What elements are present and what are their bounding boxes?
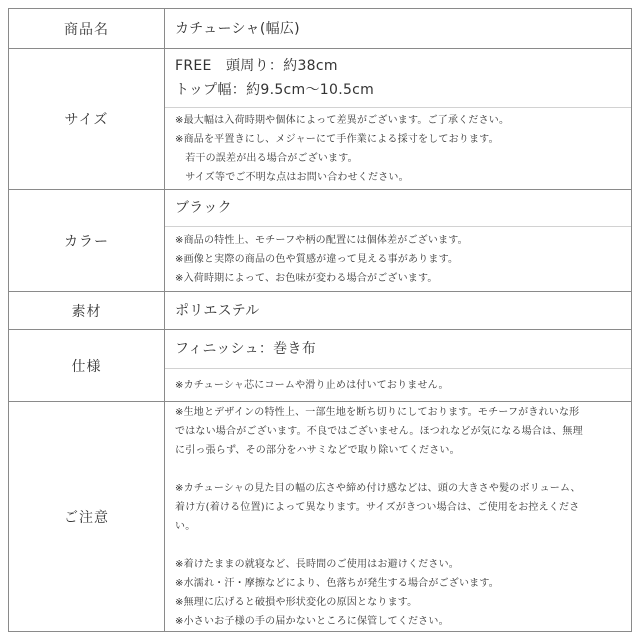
- size-note: 若干の誤差が出る場合がございます。: [175, 152, 358, 164]
- caution-note: ※水濡れ・汗・摩擦などにより、色落ちが発生する場合がございます。: [175, 577, 499, 589]
- row-product-name: [9, 9, 632, 49]
- label-size: サイズ: [9, 49, 165, 189]
- row-color: [9, 190, 632, 292]
- caution-note: ※着けたままの就寝など、長時間のご使用はお避けください。: [175, 558, 459, 570]
- label-color: カラー: [9, 190, 165, 291]
- row-caution: [9, 402, 632, 632]
- content-color: [165, 190, 632, 291]
- spec-note: ※カチューシャ芯にコームや滑り止めは付いておりません。: [175, 379, 449, 391]
- caution-note: に引っ張らず、その部分をハサミなどで取り除いてください。: [175, 444, 460, 456]
- content-product-name: [165, 9, 632, 48]
- label-spec: 仕様: [9, 330, 165, 401]
- label-caution: ご注意: [9, 402, 165, 631]
- material-value: ポリエステル: [175, 302, 260, 319]
- content-material: [165, 292, 632, 329]
- size-value-top-width: トップ幅：約9.5cm～10.5cm: [175, 82, 375, 98]
- color-note: ※画像と実際の商品の色や質感が違って見える事があります。: [175, 253, 459, 265]
- product-name-value: カチューシャ(幅広): [175, 20, 300, 37]
- size-value-free: FREE 頭周り：約38cm: [175, 58, 338, 74]
- caution-note: い。: [175, 520, 196, 532]
- product-spec-table: [8, 8, 632, 632]
- caution-note: ※カチューシャの見た目の幅の広さや締め付け感などは、頭の大きさや髪のボリューム、: [175, 482, 581, 494]
- content-caution: [165, 402, 632, 631]
- label-product-name: 商品名: [9, 9, 165, 48]
- color-note: ※商品の特性上、モチーフや柄の配置には個体差がございます。: [175, 234, 468, 246]
- row-size: [9, 49, 632, 190]
- caution-note: ではない場合がございます。不良ではございません。ほつれなどが気になる場合は、無理: [175, 425, 583, 437]
- content-size: [165, 49, 632, 189]
- caution-note: ※無理に広げると破損や形状変化の原因となります。: [175, 596, 418, 608]
- size-note: サイズ等でご不明な点はお問い合わせください。: [175, 171, 409, 183]
- caution-note: ※生地とデザインの特性上、一部生地を断ち切りにしております。モチーフがきれいな形: [175, 406, 580, 418]
- content-spec: [165, 330, 632, 401]
- row-material: [9, 292, 632, 330]
- caution-note: 着け方(着ける位置)によって異なります。サイズがきつい場合は、ご使用をお控えくださ: [175, 501, 580, 513]
- color-note: ※入荷時期によって、お色味が変わる場合がございます。: [175, 272, 438, 284]
- row-spec: [9, 330, 632, 402]
- size-note: ※商品を平置きにし、メジャーにて手作業による採寸をしております。: [175, 133, 499, 145]
- spec-value: フィニッシュ：巻き布: [175, 341, 317, 357]
- label-material: 素材: [9, 292, 165, 329]
- size-note: ※最大幅は入荷時期や個体によって差異がございます。ご了承ください。: [175, 114, 510, 126]
- color-value: ブラック: [175, 200, 232, 216]
- caution-note: ※小さいお子様の手の届かないところに保管してください。: [175, 615, 449, 627]
